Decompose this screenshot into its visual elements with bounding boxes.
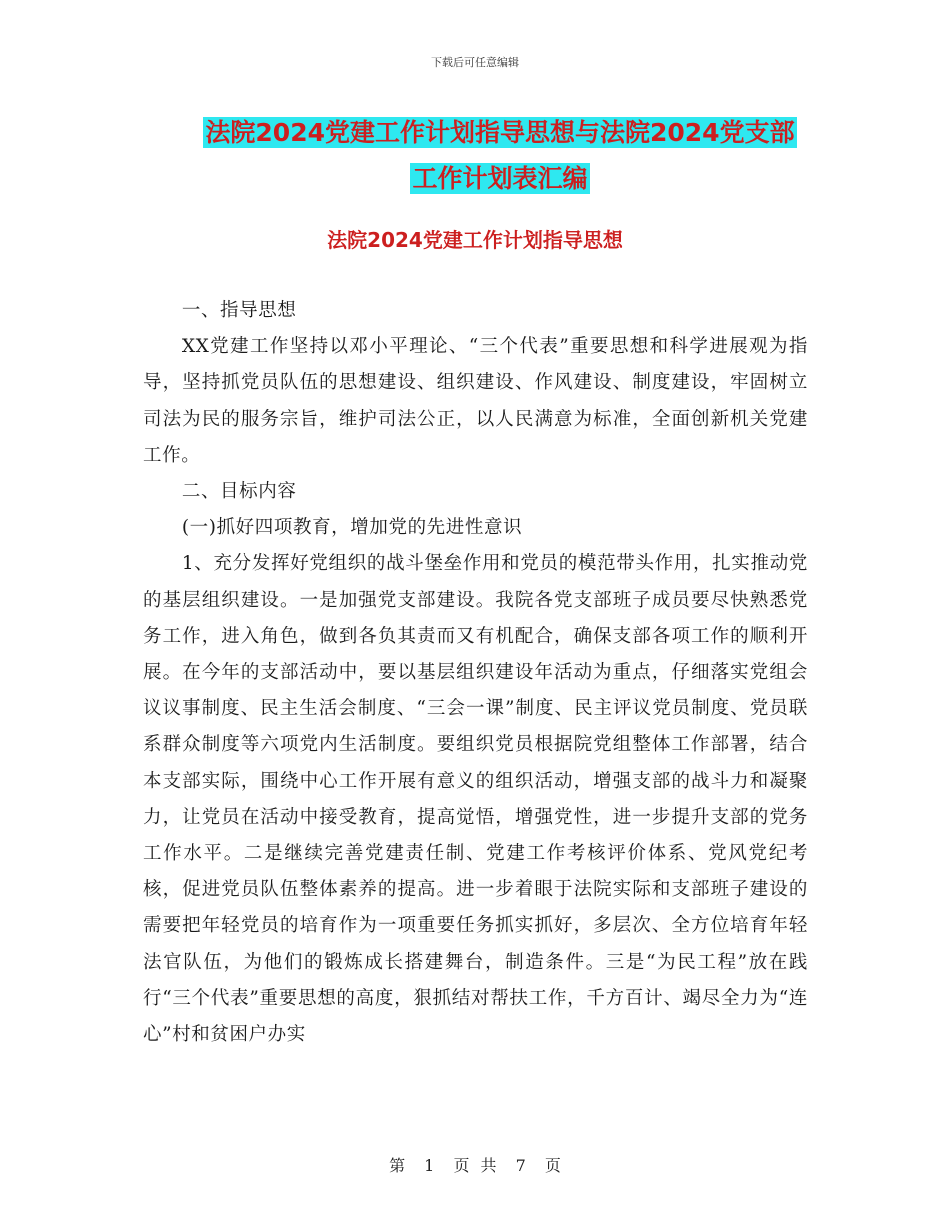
document-title-line1	[140, 110, 860, 156]
footer-mid: 页 共	[453, 1156, 497, 1175]
page-header-note: 下载后可任意编辑	[431, 56, 519, 69]
footer-page-number: 1	[424, 1156, 435, 1175]
footer-suffix: 页	[544, 1156, 561, 1175]
title-highlight-line1: 法院2024党建工作计划指导思想与法院2024党支部	[205, 118, 795, 147]
footer-total-pages: 7	[515, 1156, 526, 1175]
heading-goal-content: 二、目标内容	[181, 481, 297, 503]
page-footer	[0, 1153, 950, 1176]
footer-prefix: 第	[389, 1156, 406, 1175]
paragraph-guiding-thought: XX党建工作坚持以邓小平理论、“三个代表”重要思想和科学进展观为指导，坚持抓党员队伍的思想建设、组织建设、作风建设、制度建设，牢固树立司法为民的服务宗旨，维护司法公正，以人民满意为标准，全面创新机关党建工作。	[143, 336, 808, 466]
document-body	[143, 293, 808, 1053]
document-title	[140, 110, 860, 202]
title-highlight-line2: 工作计划表汇编	[412, 164, 588, 193]
section-title: 法院2024党建工作计划指导思想	[327, 228, 623, 252]
heading-guiding-thought: 一、指导思想	[181, 300, 297, 321]
subheading-four-educations: (一)抓好四项教育，增加党的先进性意识	[181, 517, 523, 539]
document-title-line2	[140, 156, 860, 202]
paragraph-item-1: 1、充分发挥好党组织的战斗堡垒作用和党员的模范带头作用，扎实推动党的基层组织建设。一是加强党支部建设。我院各党支部班子成员要尽快熟悉党务工作，进入角色，做到各负其责而又有机配合，确保支部各项工作的顺利开展。在今年的支部活动中，要以基层组织建设年活动为重点，仔细落实党组会议议事制度、民主生活会制度、“三会一课”制度、民主评议党员制度、党员联系群众制度等六项党内生活制度。要组织党员根据院党组整体工作部署，结合本支部实际，围绕中心工作开展有意义的组织活动，增强支部的战斗力和凝聚力，让党员在活动中接受教育，提高觉悟，增强党性，进一步提升支部的党务工作水平。二是继续完善党建责任制、党建工作考核评价体系、党风党纪考核，促进党员队伍整体素养的提高。进一步着眼于法院实际和支部班子建设的需要把年轻党员的培育作为一项重要任务抓实抓好，多层次、全方位培育年轻法官队伍，为他们的锻炼成长搭建舞台，制造条件。三是“为民工程”放在践行“三个代表”重要思想的高度，狠抓结对帮扶工作，千方百计、竭尽全力为“连心”村和贫困户办实	[143, 553, 808, 1046]
